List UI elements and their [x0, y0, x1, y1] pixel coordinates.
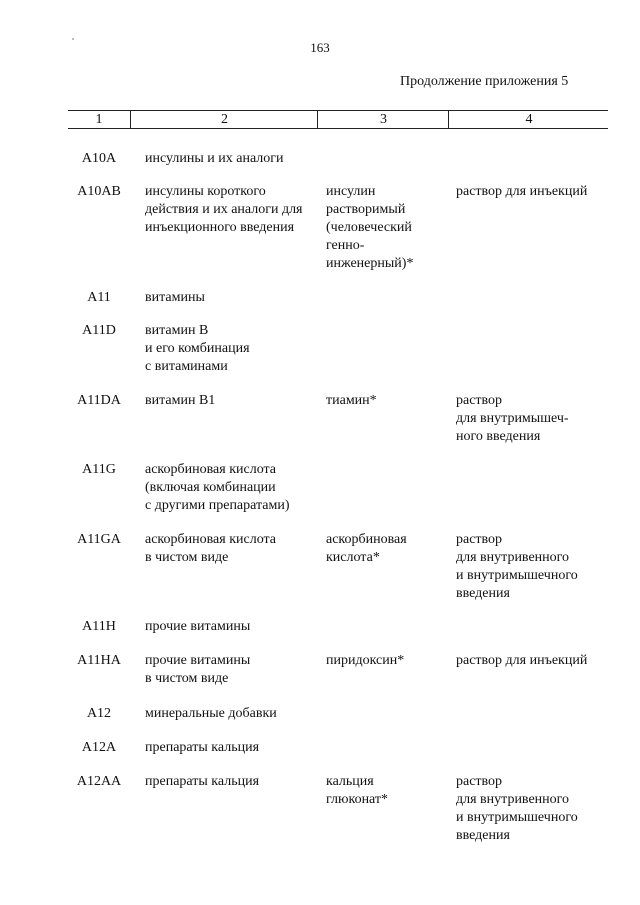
- group-name-line: с витаминами: [145, 359, 228, 374]
- column-header-4: 4: [448, 111, 609, 128]
- group-name-line: действия и их аналоги для: [145, 202, 303, 217]
- dosage-form-line: раствор: [456, 393, 503, 408]
- substance-name-line: тиамин*: [326, 393, 377, 408]
- group-name: [145, 739, 320, 757]
- substance-name-line: генно-: [326, 238, 365, 253]
- column-header-3: 3: [317, 111, 449, 128]
- group-name: [145, 322, 320, 376]
- atc-code: A11DA: [77, 393, 121, 408]
- column-header-1: 1: [95, 112, 103, 127]
- dosage-form-line: для внутривенного: [456, 550, 570, 565]
- group-name-line: прочие витамины: [145, 619, 251, 634]
- group-name-line: с другими препаратами): [145, 498, 290, 513]
- substance-name-line: глюконат*: [326, 792, 389, 807]
- atc-code: A12A: [81, 740, 117, 755]
- atc-code: A11: [87, 290, 111, 305]
- group-name-line: аскорбиновая кислота: [145, 532, 277, 547]
- group-name: [145, 289, 320, 307]
- dosage-form-line: раствор для инъекций: [456, 653, 588, 668]
- dosage-form-line: раствор: [456, 532, 503, 547]
- atc-code: A12AA: [76, 774, 122, 789]
- dosage-form-line: раствор для инъекций: [456, 184, 588, 199]
- table-header: [68, 110, 608, 129]
- atc-code: A11HA: [77, 653, 121, 668]
- substance-name-line: инсулин: [326, 184, 376, 199]
- group-name: [145, 461, 320, 515]
- group-name: [145, 531, 320, 567]
- dosage-form-line: для внутримышеч-: [456, 411, 569, 426]
- group-name: [145, 150, 320, 168]
- atc-code: A12: [86, 706, 112, 721]
- atc-code: A11H: [82, 619, 116, 634]
- substance-name-line: пиридоксин*: [326, 653, 405, 668]
- dosage-form-line: введения: [456, 828, 510, 843]
- group-name-line: и его комбинация: [145, 341, 250, 356]
- substance-name: [326, 392, 451, 410]
- scan-speck: [72, 38, 74, 40]
- group-name-line: в чистом виде: [145, 550, 229, 565]
- group-name-line: аскорбиновая кислота: [145, 462, 277, 477]
- substance-name: [326, 652, 451, 670]
- atc-code: A10AB: [77, 184, 121, 199]
- substance-name-line: (человеческий: [326, 220, 412, 235]
- dosage-form-line: для внутривенного: [456, 792, 570, 807]
- substance-name: [326, 773, 451, 809]
- group-name-line: инсулины и их аналоги: [145, 151, 284, 166]
- group-name: [145, 618, 320, 636]
- group-name-line: витамины: [145, 290, 205, 305]
- group-name: [145, 773, 320, 791]
- substance-name-line: растворимый: [326, 202, 406, 217]
- substance-name-line: кальция: [326, 774, 374, 789]
- group-name: [145, 705, 320, 723]
- dosage-form: [456, 773, 608, 845]
- dosage-form-line: ного введения: [456, 429, 541, 444]
- group-name-line: в чистом виде: [145, 671, 229, 686]
- substance-name-line: аскорбиновая: [326, 532, 407, 547]
- dosage-form: [456, 531, 608, 603]
- page-number: 163: [310, 40, 330, 55]
- group-name-line: инсулины короткого: [145, 184, 266, 199]
- group-name-line: инъекционного введения: [145, 220, 295, 235]
- dosage-form: [456, 652, 608, 670]
- atc-code: A11D: [82, 323, 116, 338]
- group-name-line: препараты кальция: [145, 740, 260, 755]
- group-name-line: (включая комбинации: [145, 480, 276, 495]
- substance-name: [326, 183, 451, 273]
- dosage-form: [456, 392, 608, 446]
- substance-name-line: кислота*: [326, 550, 380, 565]
- continuation-heading: Продолжение приложения 5: [400, 74, 569, 89]
- group-name-line: витамин В1: [145, 393, 216, 408]
- dosage-form-line: введения: [456, 586, 510, 601]
- group-name-line: прочие витамины: [145, 653, 251, 668]
- group-name: [145, 183, 320, 237]
- dosage-form-line: и внутримышечного: [456, 810, 578, 825]
- substance-name-line: инженерный)*: [326, 256, 414, 271]
- group-name-line: витамин В: [145, 323, 209, 338]
- atc-code: A11G: [82, 462, 116, 477]
- atc-code: A10A: [81, 151, 117, 166]
- group-name: [145, 652, 320, 688]
- group-name-line: препараты кальция: [145, 774, 260, 789]
- group-name: [145, 392, 320, 410]
- group-name-line: минеральные добавки: [145, 706, 277, 721]
- column-header-2: 2: [130, 111, 318, 128]
- dosage-form-line: и внутримышечного: [456, 568, 578, 583]
- atc-code: A11GA: [77, 532, 121, 547]
- dosage-form-line: раствор: [456, 774, 503, 789]
- substance-name: [326, 531, 451, 567]
- dosage-form: [456, 183, 608, 201]
